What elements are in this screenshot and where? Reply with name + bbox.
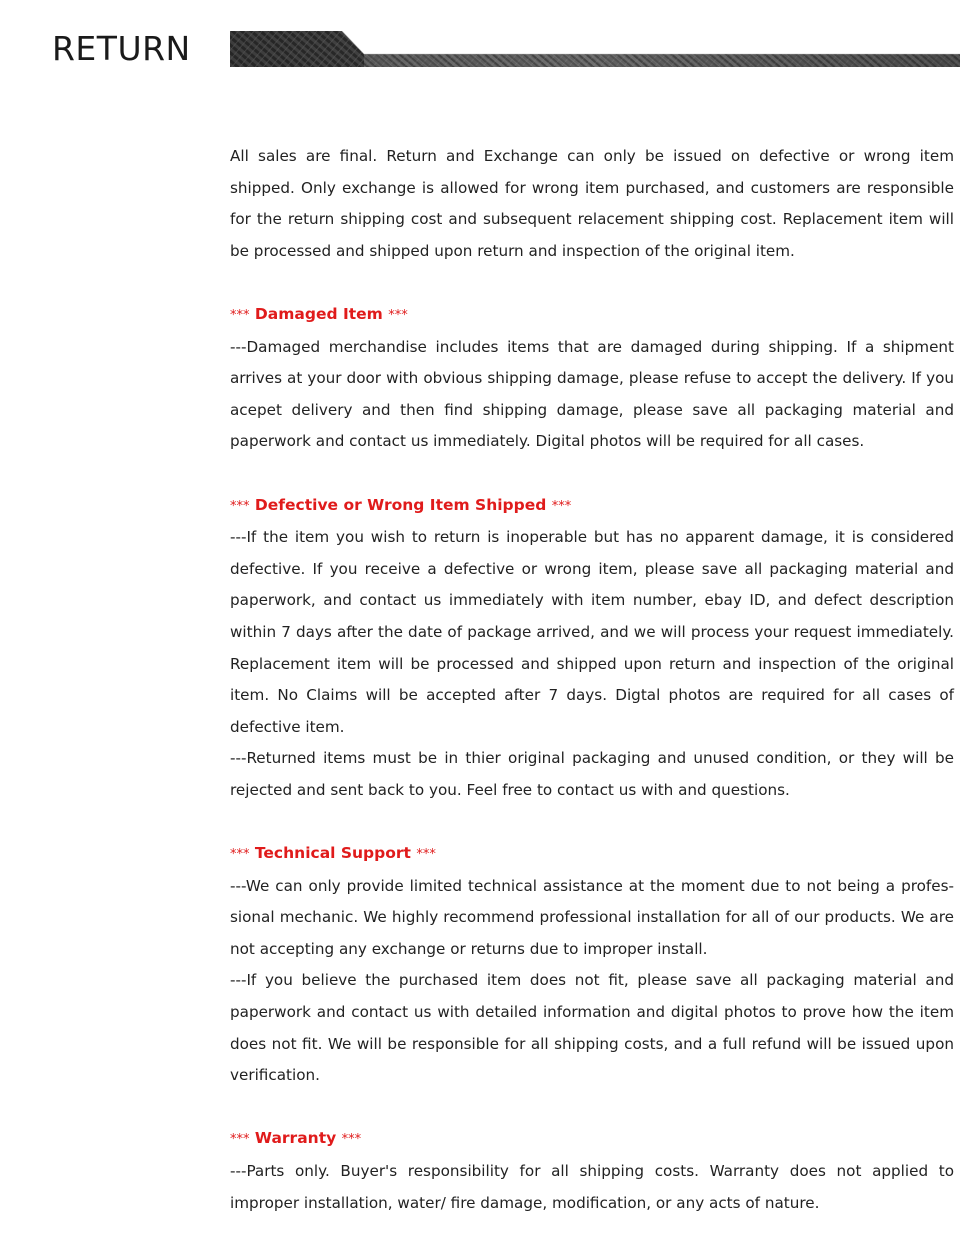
section-warranty <box>230 1123 954 1219</box>
section-heading <box>230 838 954 871</box>
section-paragraph: ---Parts only. Buyer's responsibility for all shipping costs. Warranty does not applied to improper installation, water/ fire damage, modification, or any acts of nature. <box>230 1162 954 1212</box>
stars-right: *** <box>341 1132 362 1148</box>
section-paragraph: ---We can only provide limited technical assistance at the moment due to not being a profes-sional mechanic. We highly recommend professional installation for all of our products. We are not accepting any exchange or returns due to improper install. <box>230 876 954 958</box>
section-damaged-item <box>230 299 954 458</box>
section-heading-text: Defective or Wrong Item Shipped <box>254 495 547 514</box>
section-heading <box>230 299 954 332</box>
stars-right: *** <box>388 307 408 323</box>
stars-left: *** <box>230 847 250 863</box>
section-technical-support <box>230 838 954 1092</box>
section-heading-text: Damaged Item <box>254 304 383 323</box>
section-paragraph: ---If the item you wish to return is inoperable but has no apparent damage, it is considered defective. If you receive a defective or wrong item, please save all packaging material and paperwork, and contact us immediately with item number, ebay ID, and defect description within 7 days after the date of package arrived, and we will process your request immediately. Replacement item will be processed and shipped upon return and inspection of the original item. No Claims will be accepted after 7 days. Digtal photos are required for all cases of defective item. <box>230 528 954 736</box>
return-policy-content <box>230 141 954 1219</box>
stars-right: *** <box>551 498 572 514</box>
section-paragraph: ---Damaged merchandise includes items that are damaged during shipping. If a shipment arrives at your door with obvious shipping damage, please refuse to accept the delivery. If you acepet delivery and then find shipping damage, please save all packaging material and paperwork and contact us immediately. Digital photos will be required for all cases. <box>230 337 954 451</box>
section-heading <box>230 1123 954 1156</box>
section-defective-item <box>230 490 954 807</box>
intro-paragraph: All sales are final. Return and Exchange can only be issued on defective or wrong item shipped. Only exchange is allowed for wrong item purchased, and customers are responsible for the return shipping cost and subsequent relacement shipping cost. Replacement item will be processed and shipped upon return and inspection of the original item. <box>230 147 954 260</box>
section-heading <box>230 490 954 523</box>
stars-right: *** <box>416 847 436 863</box>
stars-left: *** <box>230 307 250 323</box>
stars-left: *** <box>230 1132 250 1148</box>
section-paragraph: ---If you believe the purchased item does not fit, please save all packaging material and paperwork and contact us with detailed information and digital photos to prove how the item does not fit. We will be responsible for all shipping costs, and a full refund will be issued upon verification. <box>230 971 954 1085</box>
carbon-fiber-title-bar <box>230 31 960 67</box>
page-header <box>0 0 960 100</box>
section-heading-text: Technical Support <box>254 844 411 863</box>
section-paragraph: ---Returned items must be in thier original packaging and unused condition, or they will be rejected and sent back to you. Feel free to contact us with and questions. <box>230 749 954 799</box>
page-title: RETURN <box>52 29 191 68</box>
stars-left: *** <box>230 498 250 514</box>
section-heading-text: Warranty <box>254 1129 337 1148</box>
